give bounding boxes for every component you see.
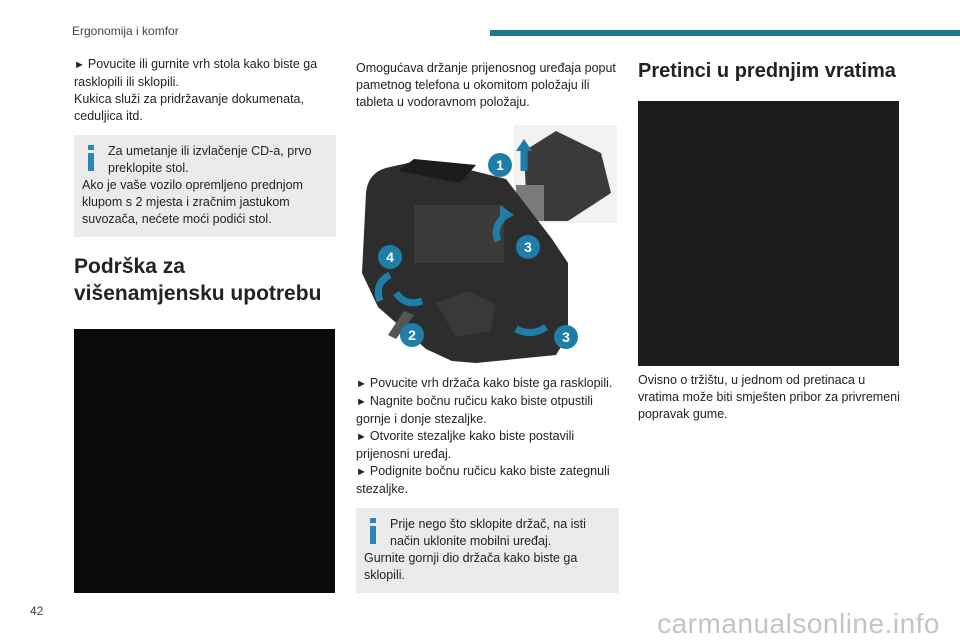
step-text: Povucite vrh držača kako biste ga rasklopili. — [369, 376, 613, 390]
paragraph: Kukica služi za pridržavanje dokumenata, ceduljica itd. — [74, 92, 304, 123]
info-icon — [364, 518, 384, 544]
paragraph: Ovisno o tržištu, u jednom od pretinaca u vratima može biti smješten pribor za privremeni popravak gume. — [638, 373, 900, 421]
callout-3b — [554, 325, 578, 349]
instruction-step — [74, 56, 336, 91]
watermark: carmanualsonline.info — [657, 608, 940, 639]
callout-2 — [400, 323, 424, 347]
info-lead-text: Prije nego što sklopite držač, na isti način uklonite mobilni uređaj. — [390, 517, 586, 548]
holder-pad — [414, 205, 504, 263]
header-accent-bar — [490, 30, 960, 36]
holder-diagram — [356, 123, 618, 363]
instruction-step — [356, 375, 619, 393]
svg-text:3: 3 — [524, 239, 532, 255]
svg-text:4: 4 — [386, 249, 394, 265]
arrow-bullet-icon: ► — [356, 431, 367, 443]
photo-placeholder — [74, 329, 335, 593]
svg-text:2: 2 — [408, 327, 416, 343]
paragraph: Omogućava držanje prijenosnog uređaja poput pametnog telefona u okomitom položaju ili tableta u vodoravnom položaju. — [356, 61, 616, 109]
info-rest-text: Ako je vaše vozilo opremljeno prednjom klupom s 2 mjesta i zračnim jastukom suvozača, nećete moći podići stol. — [82, 178, 303, 226]
arrow-bullet-icon: ► — [74, 59, 85, 71]
callout-1 — [488, 153, 512, 177]
svg-text:1: 1 — [496, 157, 504, 173]
callout-4 — [378, 245, 402, 269]
arrow-bullet-icon: ► — [356, 378, 367, 390]
column-middle — [356, 56, 619, 593]
photo-placeholder — [638, 101, 899, 366]
info-box — [356, 508, 619, 593]
page-number: 42 — [30, 604, 44, 618]
instruction-steps — [356, 375, 619, 498]
info-box — [74, 135, 336, 237]
step-text: Otvorite stezaljke kako biste postavili prijenosni uređaj. — [356, 429, 575, 461]
info-icon — [82, 145, 102, 171]
holder-illustration — [356, 123, 618, 363]
column-left — [74, 56, 336, 593]
section-heading: Pretinci u prednjim vratima — [638, 60, 896, 82]
section-heading: Podrška za višenamjensku upotrebu — [74, 255, 322, 305]
instruction-step — [356, 428, 619, 463]
arrow-bullet-icon: ► — [356, 466, 367, 478]
instruction-step — [356, 463, 619, 498]
running-header: Ergonomija i komfor — [72, 24, 179, 38]
callout-3 — [516, 235, 540, 259]
column-right — [638, 56, 900, 423]
step-text: Podignite bočnu ručicu kako biste zategnuli stezaljke. — [356, 464, 610, 496]
svg-text:3: 3 — [562, 329, 570, 345]
step-text: Nagnite bočnu ručicu kako biste otpustili gornje i donje stezaljke. — [356, 394, 593, 426]
info-lead-text: Za umetanje ili izvlačenje CD-a, prvo preklopite stol. — [108, 144, 312, 175]
arrow-bullet-icon: ► — [356, 396, 367, 408]
step-text: Povucite ili gurnite vrh stola kako biste ga rasklopili ili sklopili. — [74, 57, 318, 89]
info-rest-text: Gurnite gornji dio držača kako biste ga sklopili. — [364, 551, 578, 582]
instruction-step — [356, 393, 619, 428]
